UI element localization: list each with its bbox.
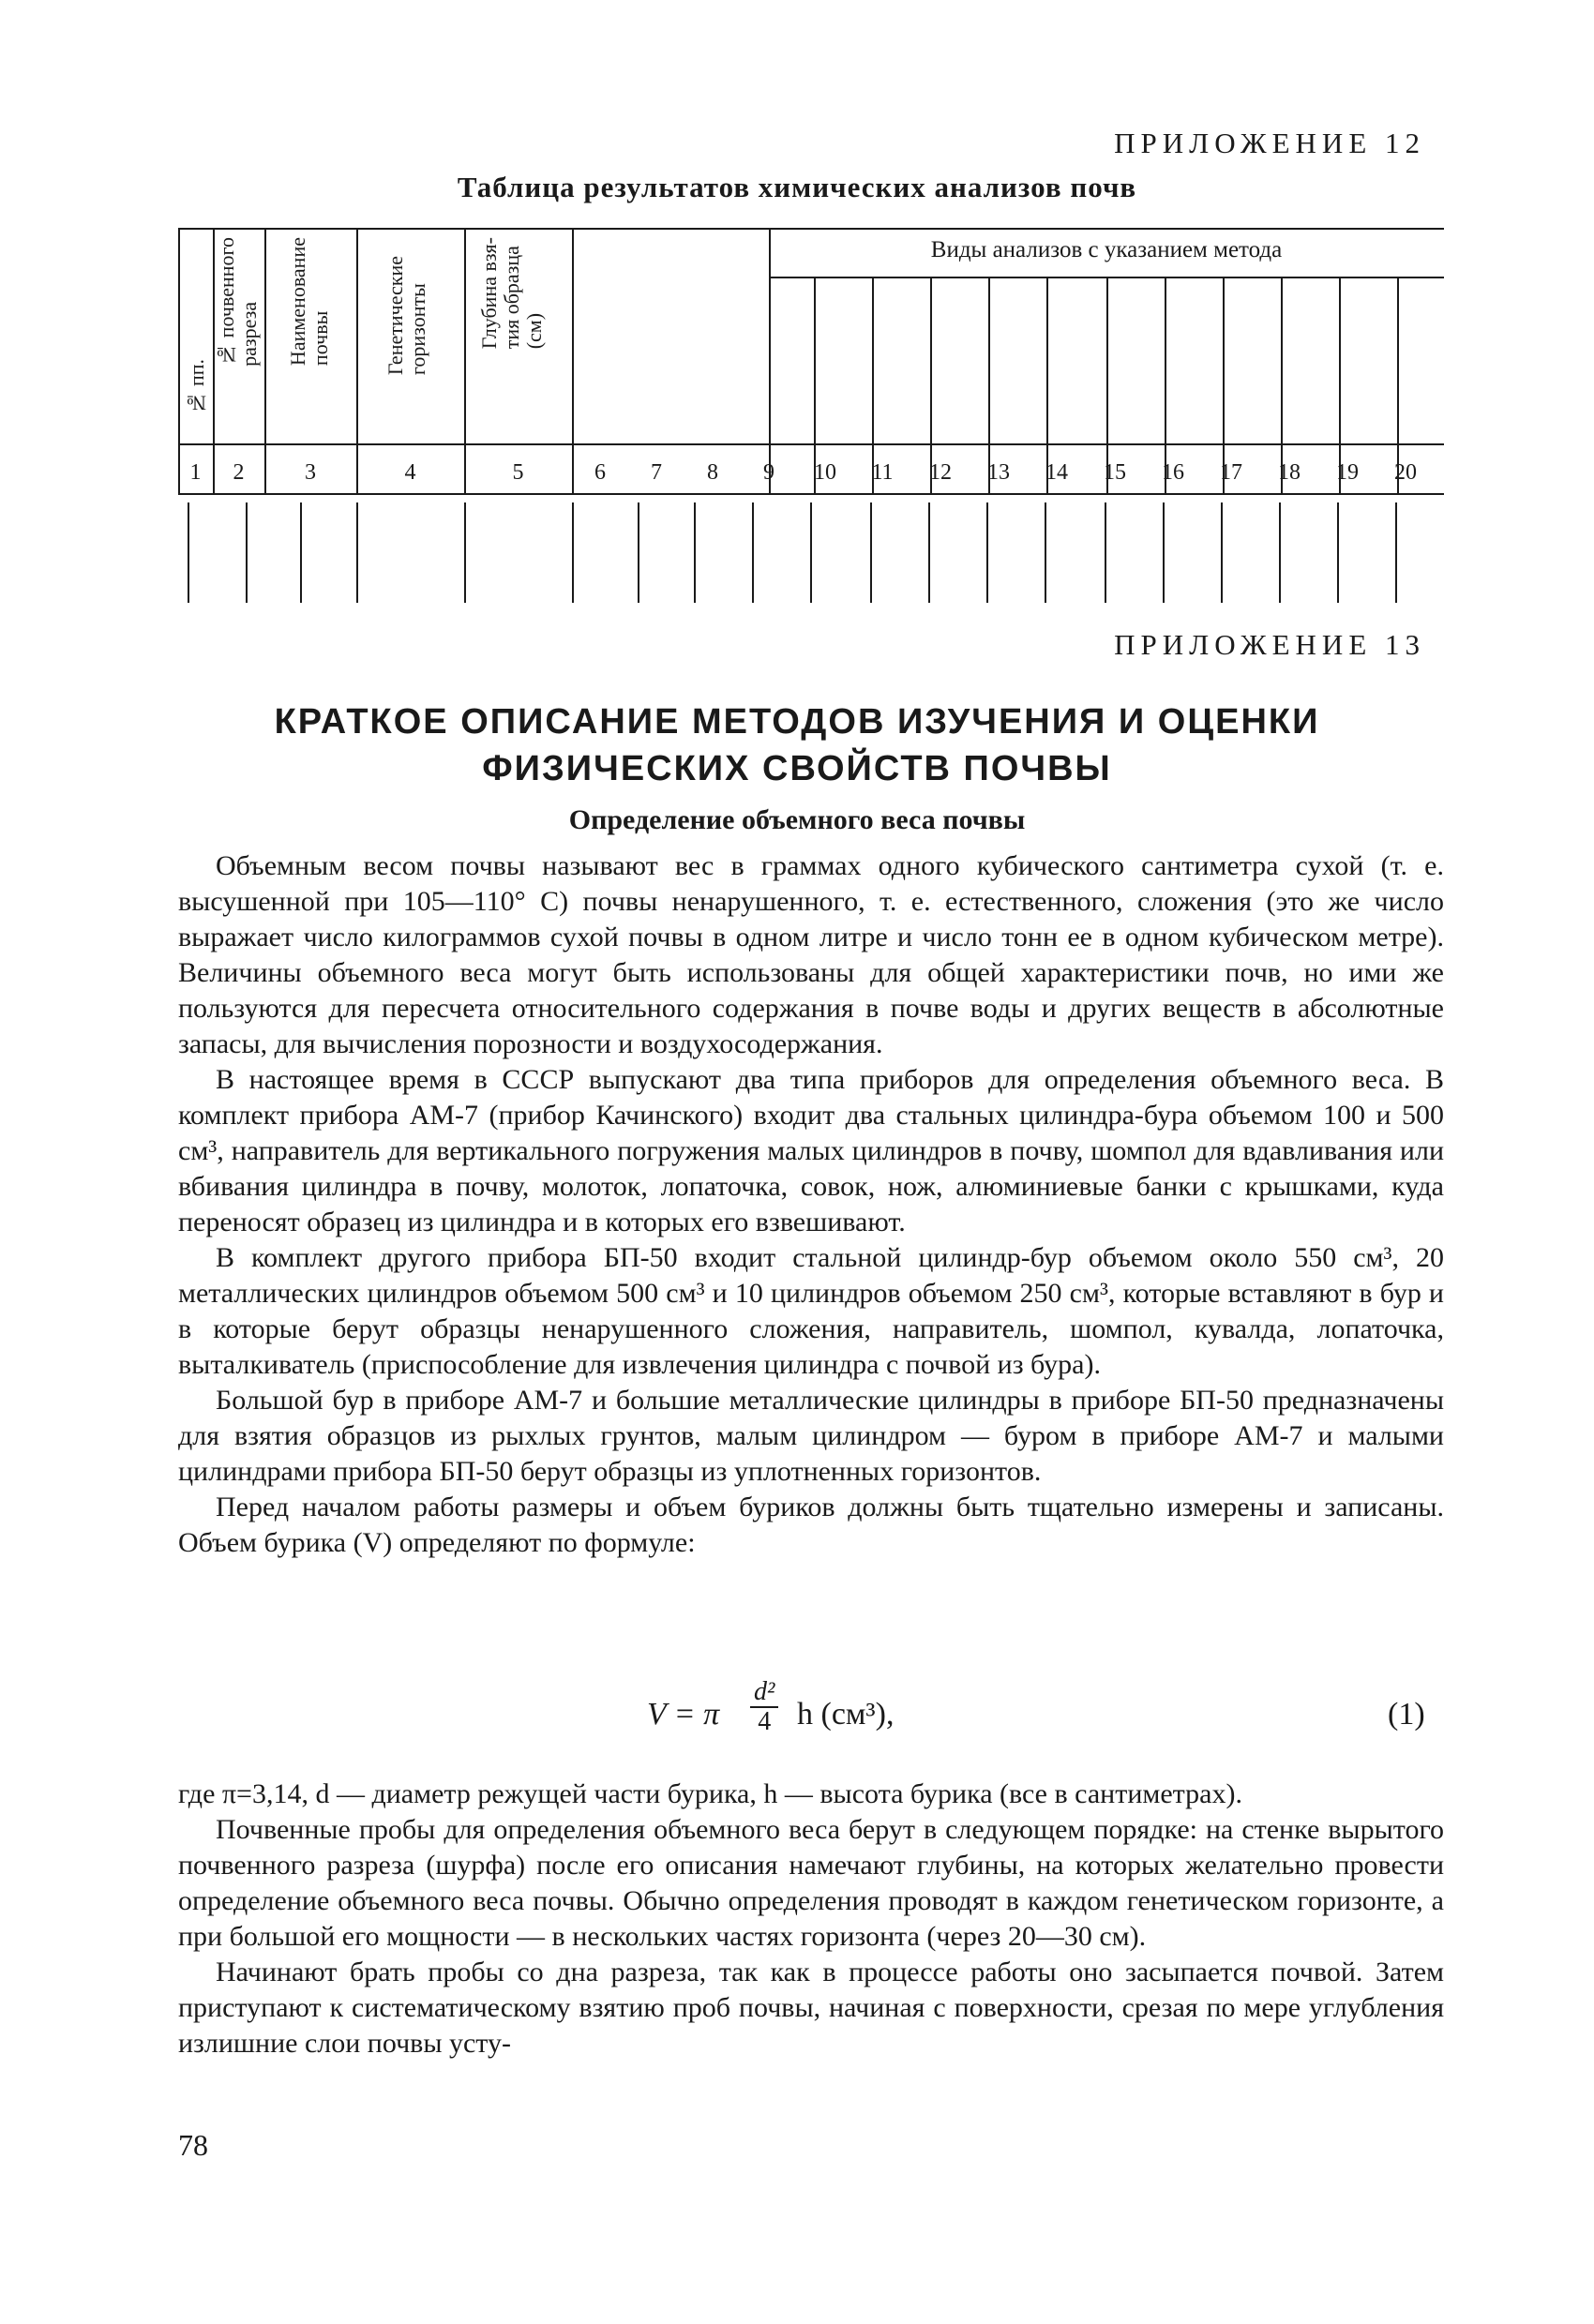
column-number: 6 [594,460,606,485]
table-title: Таблица результатов химических анализов почв [457,171,1137,203]
column-number: 11 [871,460,894,485]
column-number: 3 [305,460,316,485]
header-analysis-types: Виды анализов с указанием метода [930,237,1283,262]
column-number: 16 [1162,460,1184,485]
column-number: 18 [1278,460,1301,485]
header-genetic-horizons: Генетические горизонты [383,256,429,376]
column-number: 14 [1045,460,1068,485]
paragraph: Объемным весом почвы называют вес в граммах одного кубического сантиметра сухой (т. е. высушенной при 105—110° С) почвы ненарушенного, т. е. естественного, сложения (это же число выражает число килограммов сухой почвы в одном литре и число тонн ее в одном кубическом метре). Величины объемного веса могут быть использованы для общей характеристики почв, но ими же пользуются для пересчета относительного содержания в почве воды и других веществ в абсолютные запасы, для вычисления порозности и воздухосодержания. [178,850,1444,1059]
body-text-before-formula [178,848,1444,1561]
section-title-line-1: КРАТКОЕ ОПИСАНИЕ МЕТОДОВ ИЗУЧЕНИЯ И ОЦЕНКИ [274,702,1320,742]
header-row-number: № пп. [185,359,208,415]
chemical-analysis-table [178,228,1444,603]
column-number: 10 [814,460,836,485]
paragraph: Большой бур в приборе АМ-7 и большие металлические цилиндры в приборе БП-50 предназначены для взятия образцов из рыхлых грунтов, малым цилиндром — буром в приборе АМ-7 и малыми цилиндрами прибора БП-50 берут образцы из уплотненных горизонтов. [178,1385,1444,1487]
body-text-after-formula [178,1777,1444,2062]
appendix-12-label: ПРИЛОЖЕНИЕ 12 [1114,127,1425,159]
paragraph: Перед началом работы размеры и объем буриков должны быть тщательно измерены и записаны. Объем бурика (V) определяют по формуле: [178,1492,1444,1558]
paragraph: В комплект другого прибора БП-50 входит стальной цилиндр-бур объемом около 550 см³, 20 металлических цилиндров объемом 500 см³ и 10 цилиндров объемом 250 см³, которые вставляют в бур и в которые берут образцы ненарушенного сложения, направитель, шомпол, кувалда, лопаточка, выталкиватель (приспособление для извлечения цилиндра с почвой из бура). [178,1242,1444,1380]
column-number: 8 [707,460,718,485]
paragraph: Начинают брать пробы со дна разреза, так как в процессе работы оно засыпается почвой. Затем приступают к систематическому взятию проб почвы, начиная с поверхности, срезая по мере углубления излишние слои почвы усту- [178,1957,1444,2059]
column-number: 19 [1336,460,1359,485]
paragraph: Почвенные пробы для определения объемного веса берут в следующем порядке: на стенке вырытого почвенного разреза (шурфа) после его описания намечают глубины, на которых желательно провести определение объемного веса почвы. Обычно определения проводят в каждом генетическом горизонте, а при большой его мощности — в нескольких частях горизонта (через 20—30 см). [178,1814,1444,1952]
column-number: 20 [1394,460,1417,485]
header-soil-name: Наименование почвы [286,237,332,367]
column-number: 1 [189,460,202,485]
appendix-13-label: ПРИЛОЖЕНИЕ 13 [1114,628,1425,661]
formula-fraction [750,1678,778,1736]
column-number: 2 [233,460,245,485]
page-number: 78 [178,2128,208,2162]
column-number: 4 [404,460,416,485]
formula-lhs: V = π [647,1697,720,1732]
paragraph: где π=3,14, d — диаметр режущей части бурика, h — высота бурика (все в сантиметрах). [178,1778,1242,1809]
column-number: 17 [1220,460,1242,485]
formula-numerator: d² [750,1678,778,1708]
formula-number: (1) [1388,1697,1425,1732]
column-number: 5 [512,460,524,485]
formula-denominator: 4 [758,1707,772,1736]
column-number: 15 [1104,460,1126,485]
column-number: 13 [987,460,1010,485]
paragraph: В настоящее время в СССР выпускают два типа приборов для определения объемного веса. В комплект прибора АМ-7 (прибор Качинского) входит два стальных цилиндра-бура объемом 100 и 500 см³, направитель для вертикального погружения малых цилиндров в почву, шомпол для вдавливания или вбивания цилиндра в почву, молоток, лопаточка, совок, нож, алюминиевые банки с крышками, куда переносят образец из цилиндра и в которых его взвешивают. [178,1064,1444,1237]
header-sample-depth: Глубина взя- тия образца (см) [477,237,546,350]
formula-rhs: h (см³), [797,1697,895,1732]
column-number: 7 [651,460,662,485]
header-profile-number: № почвенного разреза [215,237,261,367]
section-title-line-2: ФИЗИЧЕСКИХ СВОЙСТВ ПОЧВЫ [482,749,1112,788]
column-number: 9 [763,460,774,485]
column-number: 12 [929,460,952,485]
subsection-title: Определение объемного веса почвы [568,804,1026,835]
